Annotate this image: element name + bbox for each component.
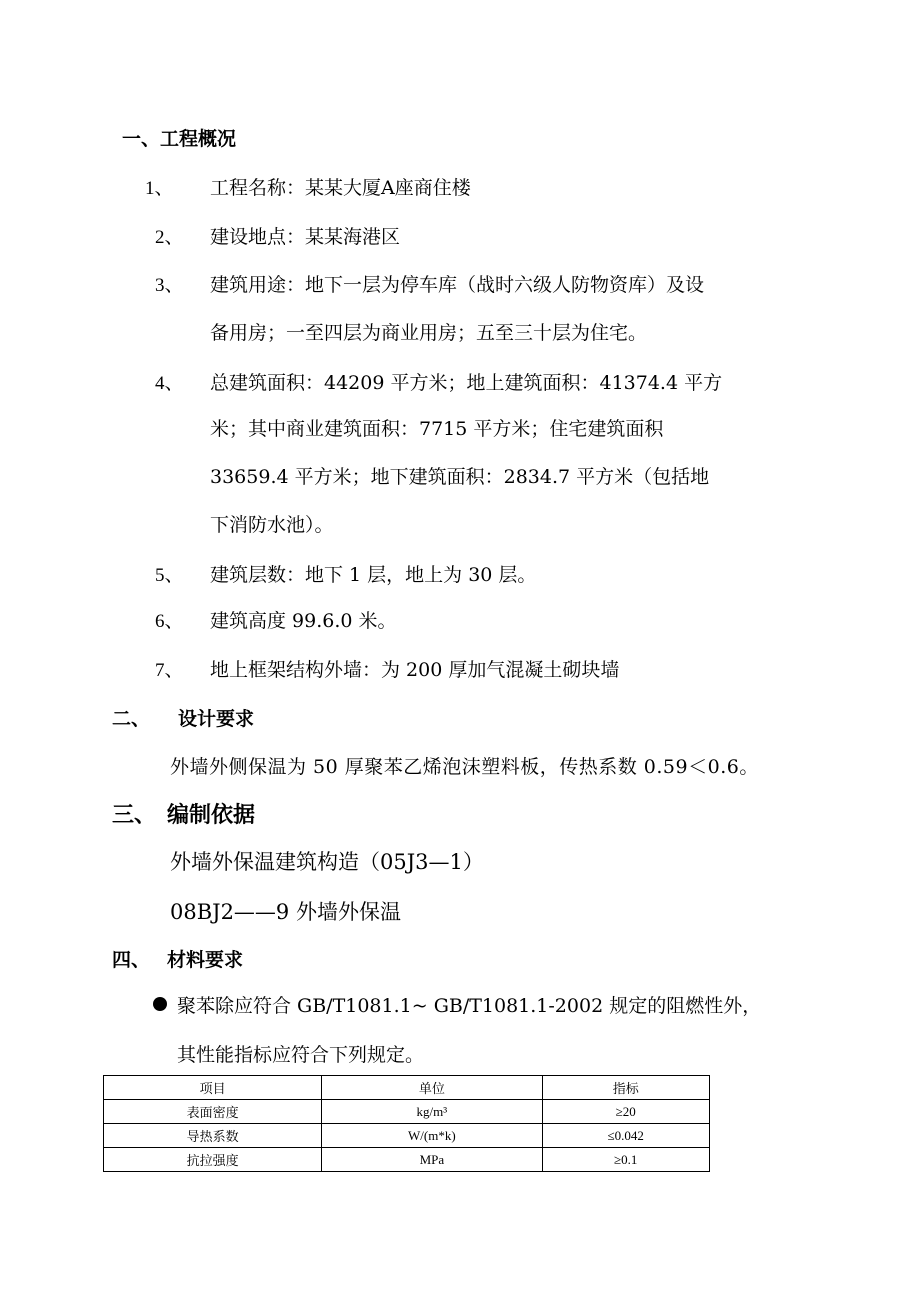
- bullet-line-1: 聚苯除应符合 GB/T1081.1~ GB/T1081.1-2002 规定的阻燃性外，: [177, 995, 762, 1017]
- section-1-title: 一、工程概况: [122, 128, 237, 150]
- item-7-number: 7、: [155, 660, 184, 681]
- item-1-number: 1、: [145, 178, 174, 199]
- item-3-line-2: 备用房；一至四层为商业用房；五至三十层为住宅。: [210, 322, 648, 344]
- item-2-text: 建设地点：某某海港区: [210, 226, 401, 248]
- table-cell: 表面密度: [104, 1100, 322, 1124]
- item-4-line-3: 33659.4 平方米；地下建筑面积：2834.7 平方米（包括地: [210, 466, 710, 488]
- table-header-cell: 单位: [322, 1076, 542, 1100]
- section-4-number: 四、: [112, 949, 151, 971]
- table-row: [104, 1124, 710, 1148]
- table-header-cell: 项目: [104, 1076, 322, 1100]
- table-cell: MPa: [322, 1148, 542, 1172]
- item-5-text: 建筑层数：地下 1 层，地上为 30 层。: [210, 564, 537, 586]
- section-3-number: 三、: [112, 803, 157, 828]
- item-4-number: 4、: [155, 373, 184, 394]
- section-3-line-2: 08BJ2——9 外墙外保温: [170, 900, 401, 924]
- bullet-dot-icon: [153, 997, 167, 1011]
- item-6-number: 6、: [155, 611, 184, 632]
- material-spec-table: [103, 1075, 710, 1172]
- section-2-title: 设计要求: [178, 708, 255, 730]
- section-2-text: 外墙外侧保温为 50 厚聚苯乙烯泡沫塑料板，传热系数 0.59＜0.6。: [170, 756, 759, 778]
- item-5-number: 5、: [155, 565, 184, 586]
- table-cell: ≤0.042: [542, 1124, 710, 1148]
- table-row: [104, 1148, 710, 1172]
- table-cell: ≥20: [542, 1100, 710, 1124]
- section-3-title: 编制依据: [167, 803, 256, 828]
- item-4-line-2: 米；其中商业建筑面积：7715 平方米；住宅建筑面积: [210, 418, 664, 440]
- item-3-line-1: 建筑用途：地下一层为停车库（战时六级人防物资库）及设: [210, 274, 705, 296]
- table-row: [104, 1100, 710, 1124]
- table-cell: ≥0.1: [542, 1148, 710, 1172]
- item-2-number: 2、: [155, 227, 184, 248]
- item-3-number: 3、: [155, 275, 184, 296]
- table-cell: 抗拉强度: [104, 1148, 322, 1172]
- section-2-number: 二、: [112, 708, 151, 730]
- section-3-line-1: 外墙外保温建筑构造（05J3—1）: [170, 850, 484, 874]
- item-6-text: 建筑高度 99.6.0 米。: [210, 610, 397, 632]
- table-header-cell: 指标: [542, 1076, 710, 1100]
- item-4-line-4: 下消防水池）。: [210, 514, 334, 536]
- item-4-line-1: 总建筑面积：44209 平方米；地上建筑面积：41374.4 平方: [210, 372, 723, 394]
- table-cell: W/(m*k): [322, 1124, 542, 1148]
- table-cell: 导热系数: [104, 1124, 322, 1148]
- bullet-line-2: 其性能指标应符合下列规定。: [177, 1044, 425, 1066]
- item-1-text: 工程名称：某某大厦A座商住楼: [210, 177, 471, 199]
- section-4-title: 材料要求: [167, 949, 244, 971]
- table-header-row: [104, 1076, 710, 1100]
- item-7-text: 地上框架结构外墙：为 200 厚加气混凝土砌块墙: [210, 659, 620, 681]
- table-cell: kg/m³: [322, 1100, 542, 1124]
